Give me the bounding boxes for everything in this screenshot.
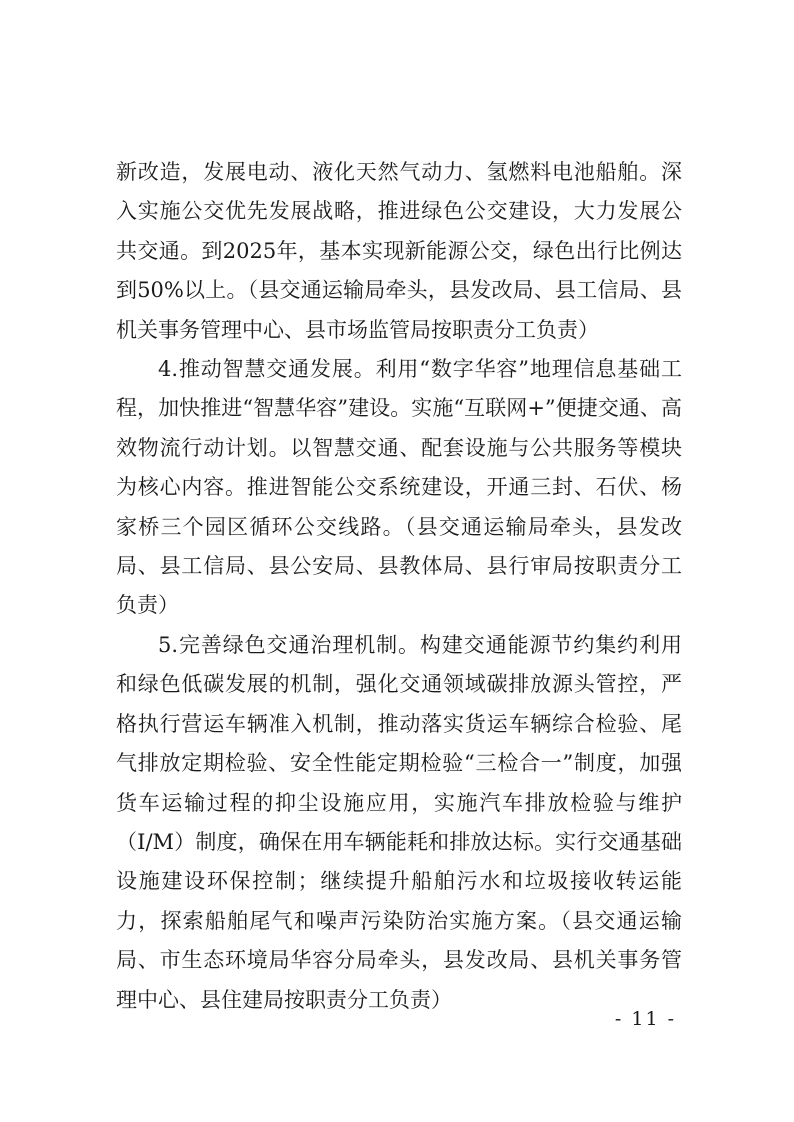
document-body <box>116 153 682 1020</box>
paragraph-green-governance: 5.完善绿色交通治理机制。构建交通能源节约集约利用和绿色低碳发展的机制，强化交通领域碳排放源头管控，严格执行营运车辆准入机制，推动落实货运车辆综合检验、尾气排放定期检验、安全性能定期检验“三检合一”制度，加强货车运输过程的抑尘设施应用，实施汽车排放检验与维护（I/M）制度，确保在用车辆能耗和排放达标。实行交通基础设施建设环保控制；继续提升船舶污水和垃圾接收转运能力，探索船舶尾气和噪声污染防治实施方案。（县交通运输局、市生态环境局华容分局牵头，县发改局、县机关事务管理中心、县住建局按职责分工负责） <box>116 632 682 1012</box>
paragraph-continuation: 新改造，发展电动、液化天然气动力、氢燃料电池船舶。深入实施公交优先发展战略，推进绿色公交建设，大力发展公共交通。到2025年，基本实现新能源公交，绿色出行比例达到50%以上。（县交通运输局牵头，县发改局、县工信局、县机关事务管理中心、县市场监管局按职责分工负责） <box>116 160 682 342</box>
paragraph-smart-transport: 4.推动智慧交通发展。利用“数字华容”地理信息基础工程，加快推进“智慧华容”建设。实施“互联网+”便捷交通、高效物流行动计划。以智慧交通、配套设施与公共服务等模块为核心内容。推进智能公交系统建设，开通三封、石伏、杨家桥三个园区循环公交线路。（县交通运输局牵头，县发改局、县工信局、县公安局、县教体局、县行审局按职责分工负责） <box>116 357 682 618</box>
page-number: - 11 - <box>614 1008 676 1030</box>
